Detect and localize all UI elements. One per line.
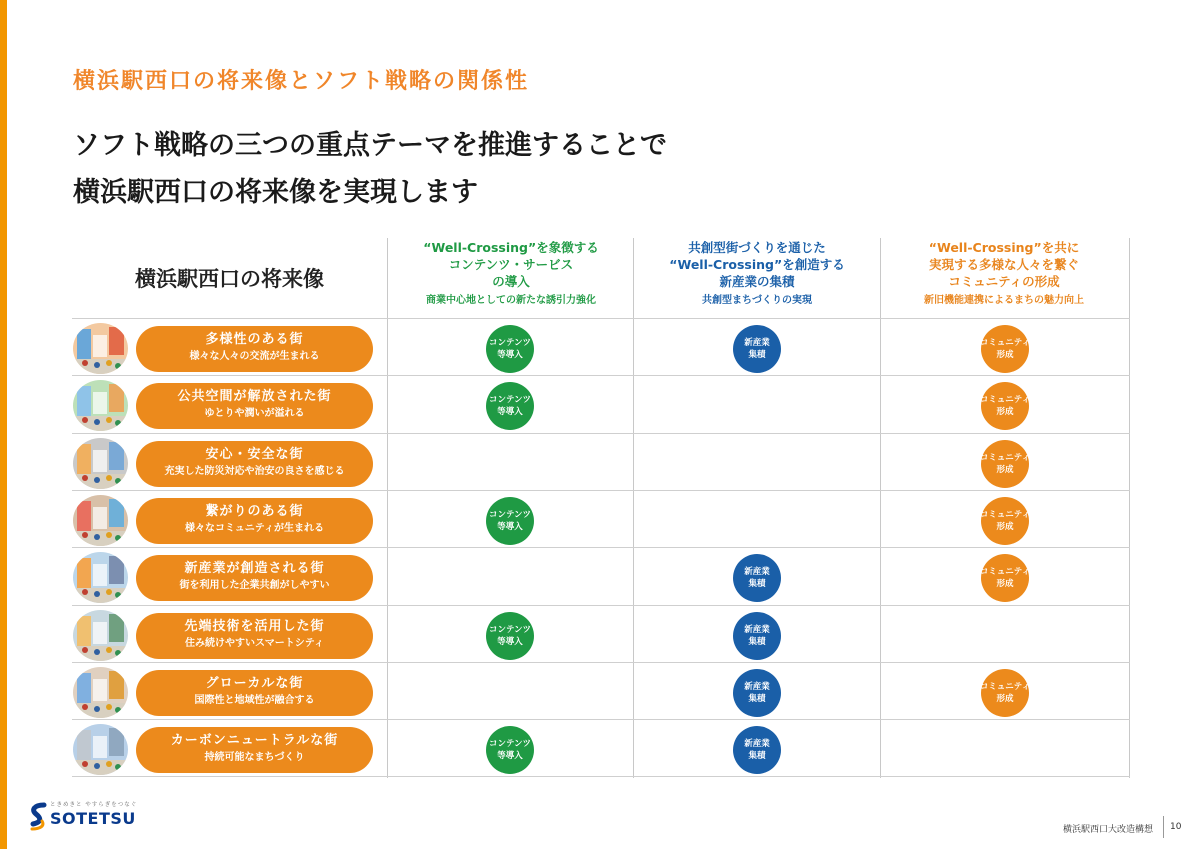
vision-subtitle: 充実した防災対応や治安の良さを感じる (164, 465, 345, 477)
logo-tagline: ときめきと やすらぎをつなぐ (50, 802, 138, 808)
headline (73, 122, 667, 216)
badge-label: 等導入 (497, 521, 523, 532)
vision-subtitle: 持続可能なまちづくり (204, 752, 305, 764)
badge-label: コンテンツ (488, 509, 532, 520)
badge-label: 新産業 (744, 624, 770, 635)
badge-label: コミュニティ (979, 509, 1031, 520)
badge-label: コンテンツ (488, 624, 532, 635)
content-badge (486, 325, 534, 373)
badge-label: 新産業 (744, 567, 770, 578)
footer-separator (1163, 816, 1164, 838)
badge-label: 形成 (996, 350, 1014, 360)
vision-illustration (73, 610, 128, 661)
column-header-industry (634, 238, 880, 318)
vision-illustration (73, 552, 128, 603)
matrix-row (72, 320, 1130, 377)
vision-title: カーボンニュートラルな街 (170, 733, 339, 749)
badge-label: 集積 (748, 636, 766, 647)
column-title: 共創型街づくりを通じた (688, 240, 826, 255)
badge-label: 形成 (996, 521, 1014, 532)
badge-label: 集積 (748, 579, 766, 590)
vision-pill (136, 555, 373, 601)
sotetsu-logo (28, 800, 158, 834)
row-divider (72, 490, 1130, 491)
matrix-row (72, 377, 1130, 434)
row-divider (72, 547, 1130, 548)
matrix-row (72, 549, 1130, 606)
badge-label: 集積 (748, 350, 766, 360)
footer-doc-title: 横浜駅西口大改造構想 (1063, 825, 1154, 835)
relationship-matrix (72, 238, 1130, 778)
row-divider (72, 433, 1130, 434)
column-title: 実現する多様な人々を繋ぐ (928, 257, 1079, 272)
badge-label: コミュニティ (979, 681, 1031, 692)
column-title: “Well-Crossing”を共に (928, 240, 1080, 255)
column-title: コミュニティの形成 (948, 274, 1060, 289)
row-divider (72, 662, 1130, 663)
badge-label: コミュニティ (979, 395, 1031, 406)
community-badge (981, 497, 1029, 545)
badge-label: コンテンツ (488, 395, 532, 406)
matrix-row (72, 721, 1130, 778)
row-divider (72, 719, 1130, 720)
row-divider (72, 318, 1130, 319)
column-header-community (881, 238, 1127, 318)
badge-label: 集積 (748, 751, 766, 762)
vision-subtitle: 様々な人々の交流が生まれる (189, 351, 320, 362)
vision-illustration (73, 724, 128, 775)
logo-brand: SOTETSU (50, 809, 136, 828)
accent-bar (0, 0, 7, 849)
column-subtitle: 共創型まちづくりの実現 (702, 295, 812, 306)
vision-title: グローカルな街 (205, 675, 304, 691)
vision-pill (136, 383, 373, 429)
badge-label: 集積 (748, 693, 766, 704)
column-title: “Well-Crossing”を創造する (669, 257, 845, 272)
vision-subtitle: 様々なコミュニティが生まれる (185, 522, 324, 534)
community-badge (981, 325, 1029, 373)
vision-subtitle: 住み続けやすいスマートシティ (185, 637, 324, 649)
vision-title: 公共空間が解放された街 (177, 389, 332, 405)
badge-label: 形成 (996, 407, 1014, 418)
content-badge (486, 612, 534, 660)
column-subtitle: 商業中心地としての新たな誘引力強化 (426, 295, 596, 306)
section-title: 横浜駅西口の将来像とソフト戦略の関係性 (73, 69, 530, 94)
badge-label: コンテンツ (488, 338, 532, 348)
badge-label: コミュニティ (979, 452, 1031, 463)
badge-label: 新産業 (744, 739, 770, 750)
badge-label: 等導入 (497, 350, 523, 360)
vision-pill (136, 670, 373, 716)
industry-badge (733, 325, 781, 373)
row-divider (72, 605, 1130, 606)
vision-subtitle: 街を利用した企業共創がしやすい (179, 580, 330, 592)
badge-label: コンテンツ (488, 739, 532, 750)
vision-illustration (73, 667, 128, 718)
badge-label: 形成 (996, 693, 1014, 704)
column-title: “Well-Crossing”を象徴する (423, 240, 599, 255)
badge-label: 形成 (996, 464, 1014, 475)
badge-label: 等導入 (497, 751, 523, 762)
vision-title: 新産業が創造される街 (184, 561, 325, 577)
vision-pill (136, 613, 373, 659)
sotetsu-mark-icon (28, 802, 48, 832)
row-divider (72, 375, 1130, 376)
badge-label: コミュニティ (979, 338, 1031, 348)
column-title: 新産業の集積 (719, 274, 795, 289)
future-vision-header: 横浜駅西口の将来像 (135, 267, 324, 291)
badge-label: コミュニティ (979, 567, 1031, 578)
badge-label: 等導入 (497, 407, 523, 418)
vision-subtitle: ゆとりや潤いが溢れる (204, 408, 305, 420)
headline-line-2: 横浜駅西口の将来像を実現します (73, 177, 478, 208)
industry-badge (733, 554, 781, 602)
page-number: 10 (1170, 822, 1182, 832)
matrix-row (72, 492, 1130, 549)
vision-subtitle: 国際性と地域性が融合する (194, 694, 315, 706)
badge-label: 新産業 (744, 338, 770, 348)
vision-title: 繋がりのある街 (205, 503, 304, 519)
community-badge (981, 382, 1029, 430)
column-subtitle: 新旧機能連携によるまちの魅力向上 (924, 295, 1084, 306)
content-badge (486, 382, 534, 430)
community-badge (981, 440, 1029, 488)
headline-line-1: ソフト戦略の三つの重点テーマを推進することで (73, 130, 667, 161)
column-title: の導入 (492, 274, 530, 289)
matrix-row (72, 435, 1130, 492)
industry-badge (733, 726, 781, 774)
vision-title: 先端技術を活用した街 (184, 618, 325, 634)
vision-illustration (73, 438, 128, 489)
content-badge (486, 497, 534, 545)
vision-pill (136, 498, 373, 544)
vision-illustration (73, 323, 128, 374)
vision-pill (136, 727, 373, 773)
vision-illustration (73, 380, 128, 431)
vision-illustration (73, 495, 128, 546)
matrix-row (72, 607, 1130, 664)
vision-pill (136, 326, 373, 372)
badge-label: 形成 (996, 579, 1014, 590)
industry-badge (733, 669, 781, 717)
vision-title: 安心・安全な街 (205, 446, 304, 462)
badge-label: 新産業 (744, 681, 770, 692)
community-badge (981, 669, 1029, 717)
vision-title: 多様性のある街 (205, 332, 304, 347)
content-badge (486, 726, 534, 774)
badge-label: 等導入 (497, 636, 523, 647)
matrix-row (72, 664, 1130, 721)
vision-pill (136, 441, 373, 487)
community-badge (981, 554, 1029, 602)
column-header-content (388, 238, 634, 318)
industry-badge (733, 612, 781, 660)
column-title: コンテンツ・サービス (448, 257, 574, 272)
row-divider (72, 776, 1130, 777)
